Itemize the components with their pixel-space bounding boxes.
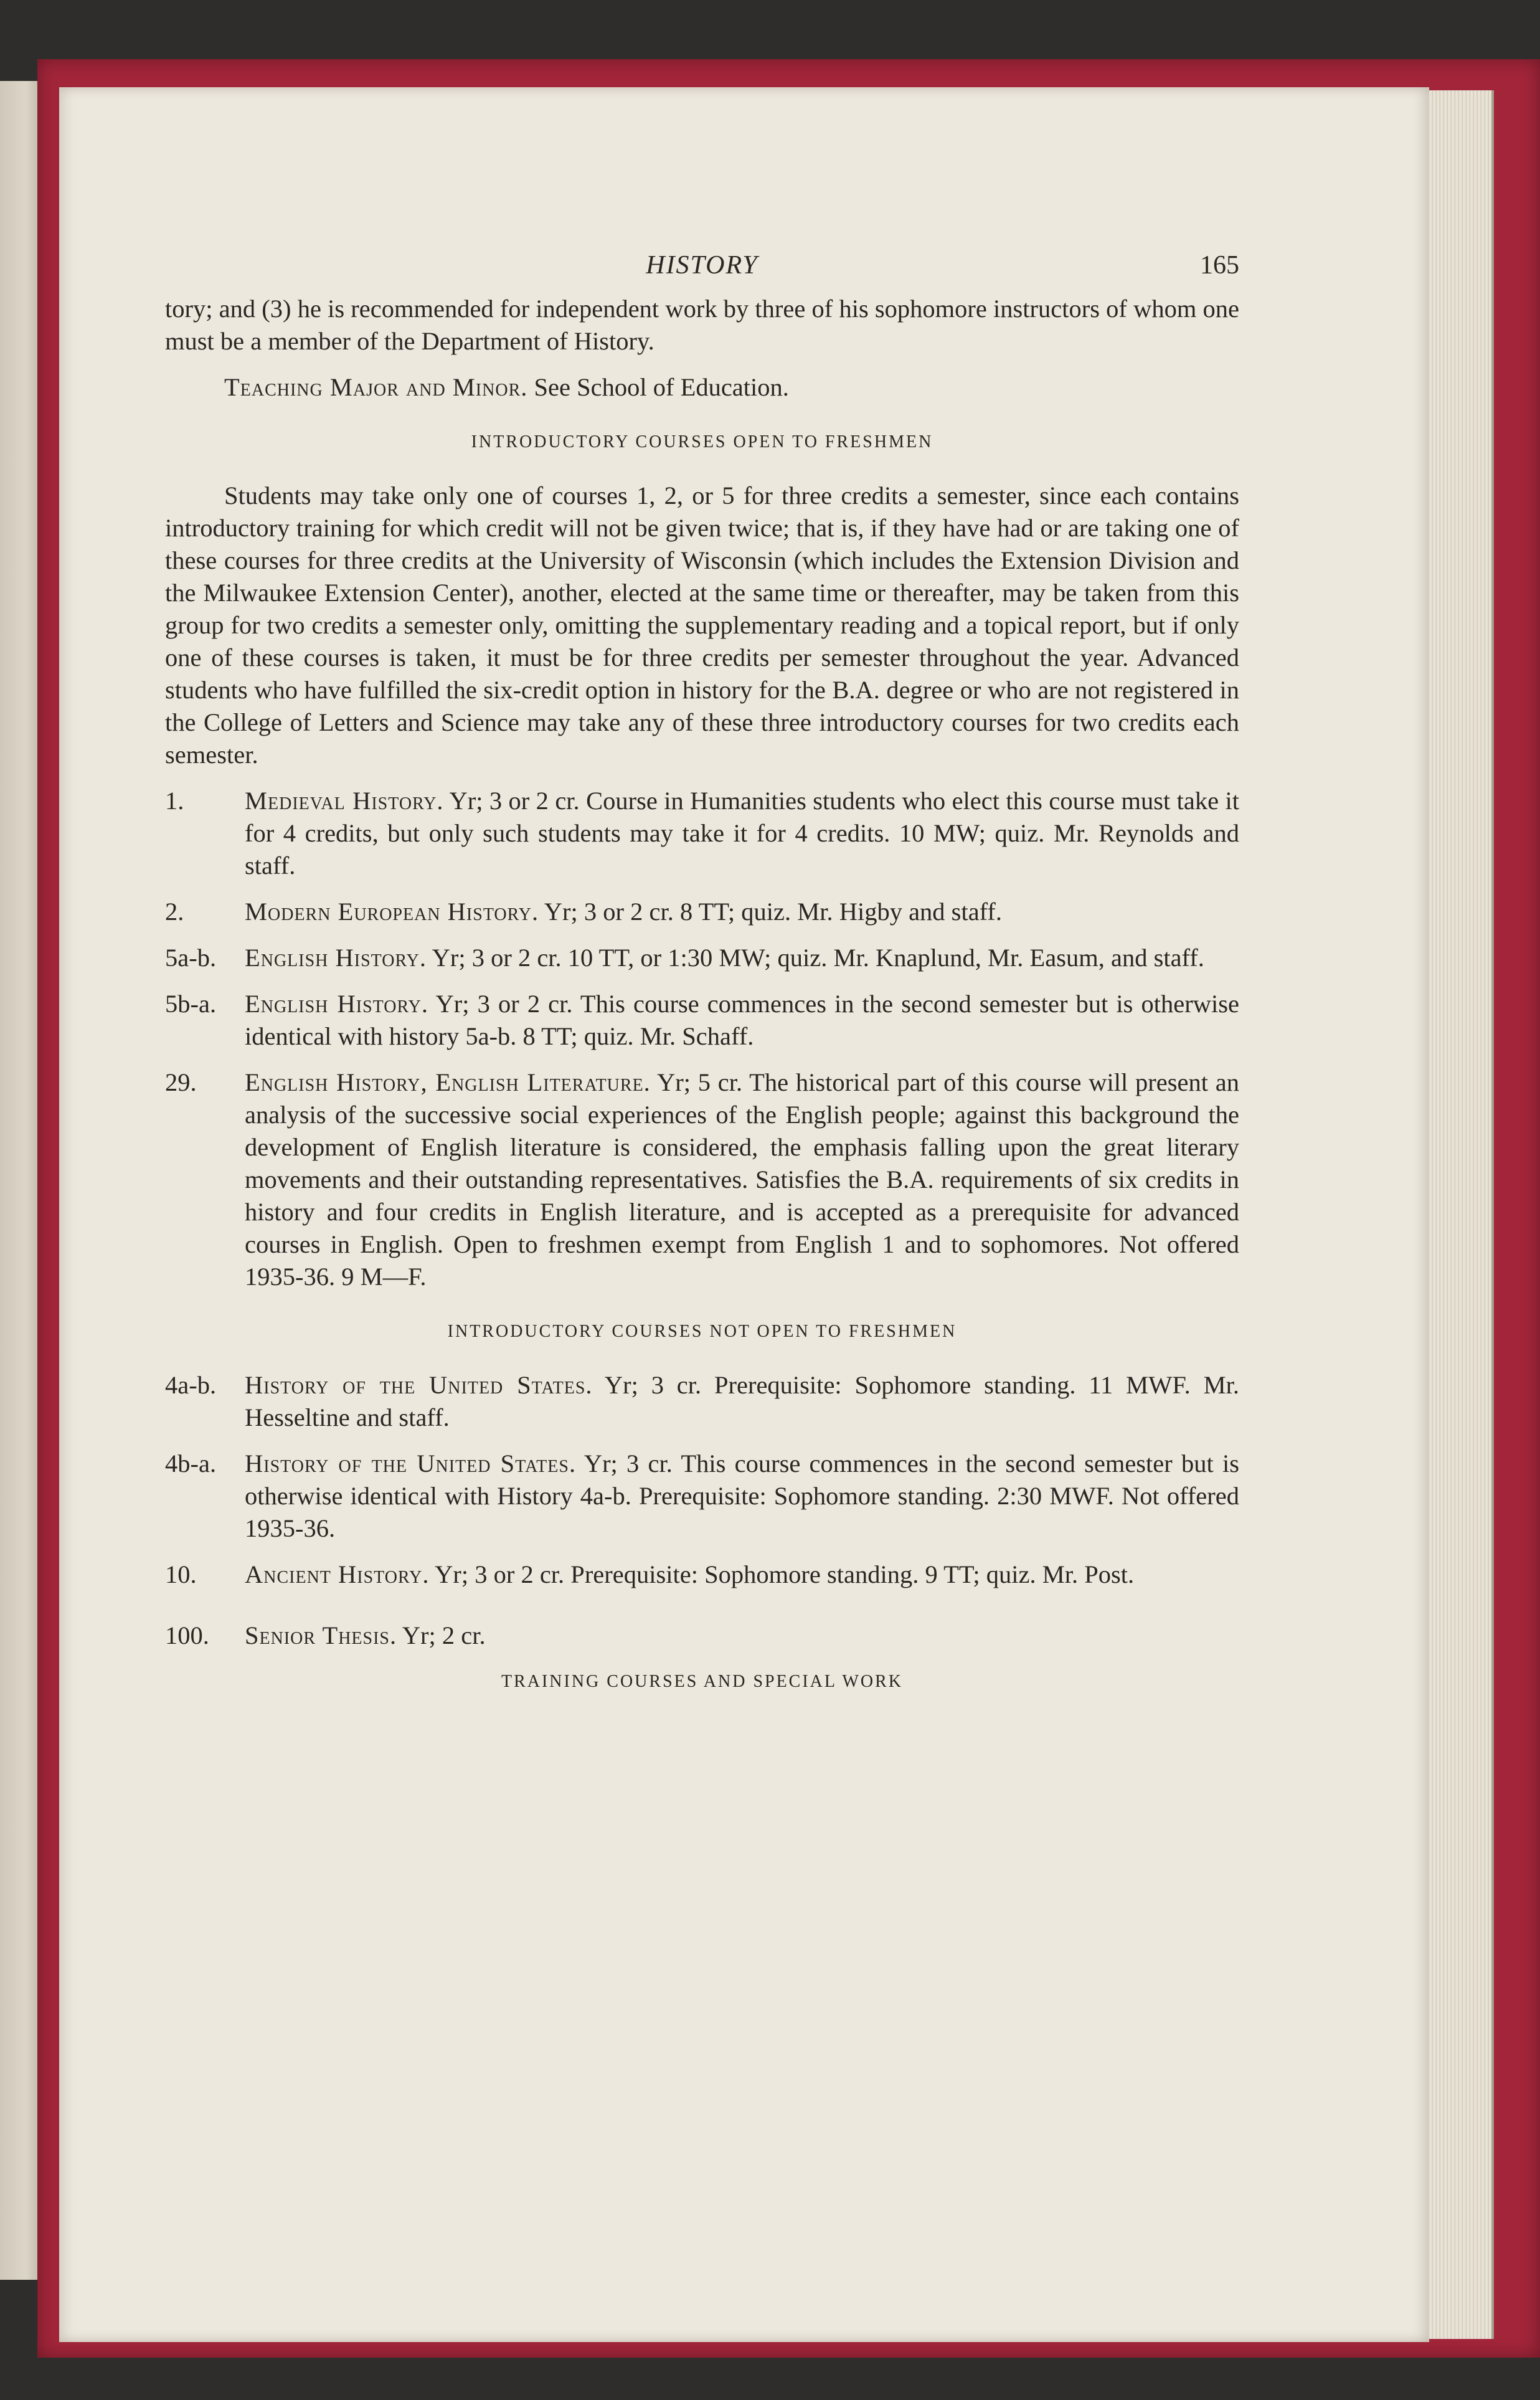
course-entry	[165, 1620, 1239, 1652]
course-description: Yr; 3 or 2 cr. 10 TT, or 1:30 MW; quiz. Mr. Knaplund, Mr. Easum, and staff.	[426, 944, 1204, 972]
carryover-paragraph: tory; and (3) he is recommended for independent work by three of his sophomore instructors of whom one must be a member of the Department of History.	[165, 295, 1239, 355]
course-entry	[165, 1558, 1239, 1591]
page-edges	[1426, 90, 1494, 2339]
course-description: Yr; 3 cr. Prerequisite: Sophomore standing. 11 MWF. Mr. Hesseltine and staff.	[245, 1371, 1239, 1431]
course-entry	[165, 1066, 1239, 1293]
course-entry	[165, 896, 1239, 928]
course-number: 29.	[165, 1068, 197, 1096]
course-list-not-open	[165, 1369, 1239, 1652]
course-entry	[165, 785, 1239, 882]
course-name: Ancient History.	[245, 1560, 430, 1588]
course-name: English History.	[245, 944, 427, 972]
teaching-text: See School of Education.	[527, 373, 789, 401]
course-number: 100.	[165, 1621, 209, 1649]
course-entry	[165, 1448, 1239, 1545]
course-number: 4a-b.	[165, 1371, 217, 1399]
course-entry	[165, 1369, 1239, 1434]
course-number: 5b-a.	[165, 990, 217, 1018]
teaching-paragraph	[165, 371, 1239, 404]
course-entry	[165, 942, 1239, 974]
section-heading-open: INTRODUCTORY COURSES OPEN TO FRESHMEN	[471, 432, 933, 452]
course-number: 2.	[165, 898, 184, 926]
course-description: Yr; 3 or 2 cr. Prerequisite: Sophomore standing. 9 TT; quiz. Mr. Post.	[429, 1560, 1135, 1588]
course-entry	[165, 988, 1239, 1053]
course-description: Yr; 3 cr. This course commences in the second semester but is otherwise identical with History 4a-b. Prerequisite: Sophomore standing. 2:30 MWF. Not offered 1935-36.	[245, 1449, 1239, 1542]
course-description: Yr; 3 or 2 cr. 8 TT; quiz. Mr. Higby and staff.	[539, 898, 1003, 926]
page-text	[165, 249, 1239, 1719]
teaching-label: Teaching Major and Minor.	[224, 373, 528, 401]
course-number: 1.	[165, 787, 184, 815]
course-name: English History, English Literature.	[245, 1068, 651, 1096]
running-head-title: HISTORY	[646, 251, 758, 280]
course-description: Yr; 5 cr. The historical part of this course will present an analysis of the successive social experiences of the English people; against this background the development of English literature is considered, the emphasis falling upon the great literary movements and their outstanding representatives. Satisfies the B.A. requirements of six credits in history and four credits in English literature, and is accepted as a prerequisite for advanced courses in English. Open to freshmen exempt from English 1 and to sophomores. Not offered 1935-36. 9 M—F.	[245, 1068, 1239, 1291]
course-name: History of the United States.	[245, 1371, 593, 1399]
course-name: History of the United States.	[245, 1449, 577, 1477]
course-number: 4b-a.	[165, 1449, 217, 1477]
page-number: 165	[1200, 251, 1239, 280]
course-name: Medieval History.	[245, 787, 444, 815]
course-description: Yr; 3 or 2 cr. This course commences in the second semester but is otherwise identical with history 5a-b. 8 TT; quiz. Mr. Schaff.	[245, 990, 1239, 1050]
running-head	[165, 249, 1239, 293]
course-name: Senior Thesis.	[245, 1621, 397, 1649]
course-name: English History.	[245, 990, 428, 1018]
course-description: Yr; 3 or 2 cr. Course in Humanities students who elect this course must take it for 4 credits, but only such students may take it for 4 credits. 10 MW; quiz. Mr. Reynolds and staff.	[245, 787, 1239, 880]
course-number: 5a-b.	[165, 944, 217, 972]
intro-paragraph: Students may take only one of courses 1, 2, or 5 for three credits a semester, since each contains introductory training for which credit will not be given twice; that is, if they have had or are taking one of these courses for three credits at the University of Wisconsin (which includes the Extension Division and the Milwaukee Extension Center), another, elected at the same time or thereafter, may be taken from this group for two credits a semester only, omitting the supplementary reading and a topical report, but if only one of these courses is taken, it must be for three credits per semester throughout the year. Advanced students who have fulfilled the six-credit option in history for the B.A. degree or who are not registered in the College of Letters and Science may take any of these three introductory courses for two credits each semester.	[165, 481, 1239, 769]
section-heading-training: TRAINING COURSES AND SPECIAL WORK	[501, 1672, 904, 1691]
section-heading-not-open: INTRODUCTORY COURSES NOT OPEN TO FRESHMEN	[447, 1322, 957, 1341]
course-name: Modern European History.	[245, 898, 539, 926]
course-list-open	[165, 785, 1239, 1293]
course-description: Yr; 2 cr.	[397, 1621, 486, 1649]
course-number: 10.	[165, 1560, 197, 1588]
